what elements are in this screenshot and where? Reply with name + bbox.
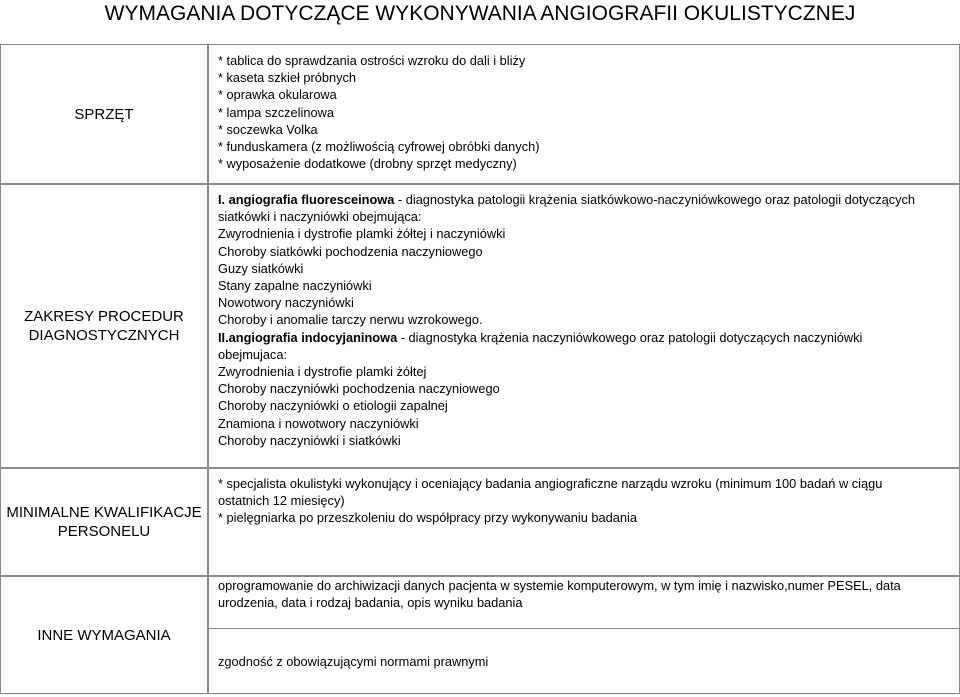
content-sprzet	[208, 44, 960, 184]
list-item-continuation: ostatnich 12 miesięcy)	[218, 493, 345, 509]
list-item: Choroby naczyniówki i siatkówki	[218, 432, 401, 448]
section1-heading: I. angiografia fluoresceinowa	[218, 192, 395, 207]
list-item: * pielęgniarka po przeszkoleniu do współpracy przy wykonywaniu badania	[218, 510, 637, 526]
list-item: * oprawka okularowa	[218, 87, 337, 103]
list-item: Guzy siatkówki	[218, 260, 304, 276]
list-item: * kaseta szkieł próbnych	[218, 70, 356, 86]
label-kwalifikacje-line1: MINIMALNE KWALIFIKACJE	[6, 504, 202, 521]
list-item: * tablica do sprawdzania ostrości wzroku do dali i bliży	[218, 53, 526, 68]
label-kwalifikacje	[0, 468, 208, 576]
section1-intro-text: - diagnostyka patologii krążenia siatkówkowo-naczyniówkowego oraz patologii dotyczących	[394, 192, 916, 207]
list-item: Zwyrodnienia i dystrofie plamki żółtej i naczyniówki	[218, 226, 506, 242]
inne-block2-text: zgodność z obowiązującymi normami prawnymi	[218, 654, 489, 669]
list-item: Choroby naczyniówki o etiologii zapalnej	[218, 398, 448, 414]
list-item: * soczewka Volka	[218, 121, 318, 137]
label-zakres	[0, 184, 208, 468]
list-item: Stany zapalne naczyniówki	[218, 278, 372, 294]
content-zakres	[208, 184, 960, 468]
list-item: * lampa szczelinowa	[218, 104, 334, 120]
content-inne	[208, 576, 960, 694]
list-item: Nowotwory naczyniówki	[218, 295, 354, 311]
inne-block1-line1: oprogramowanie do archiwizacji danych pacjenta w systemie komputerowym, w tym imię i nazwisko,numer PESEL, data	[218, 578, 901, 593]
label-inne	[0, 576, 208, 694]
content-kwalifikacje	[208, 468, 960, 576]
section1-intro	[218, 191, 959, 208]
section2-heading: II.angiografia indocyjaninowa	[218, 329, 398, 345]
list-item: * specjalista okulistyki wykonujący i oceniający badania angiograficzne narządu wzroku (minimum 100 badań w ciągu	[218, 476, 883, 491]
list-item: Choroby i anomalie tarczy nerwu wzrokowego.	[218, 312, 483, 328]
list-item: Zwyrodnienia i dystrofie plamki żółtej	[218, 364, 427, 380]
label-zakres-line1: ZAKRESY PROCEDUR	[24, 308, 184, 325]
list-item: * wyposażenie dodatkowe (drobny sprzęt medyczny)	[218, 156, 517, 172]
list-item: Znamiona i nowotwory naczyniówki	[218, 415, 419, 431]
label-sprzet	[0, 44, 208, 184]
list-item: Choroby naczyniówki pochodzenia naczyniowego	[218, 381, 500, 397]
inne-block2	[209, 628, 959, 693]
section2-intro-line2: obejmujaca:	[218, 346, 288, 362]
section2-intro-text: - diagnostyka krążenia naczyniówkowego oraz patologii dotyczących naczyniówki	[397, 329, 863, 345]
list-item: * funduskamera (z możliwością cyfrowej obróbki danych)	[218, 139, 540, 155]
inne-block1-line2: urodzenia, data i rodzaj badania, opis wyniku badania	[218, 595, 523, 611]
section2-intro	[218, 329, 959, 346]
label-zakres-line2: DIAGNOSTYCZNYCH	[28, 327, 180, 344]
row-zakres	[0, 184, 960, 468]
section1-intro-line2: siatkówki i naczyniówki obejmująca:	[218, 209, 422, 225]
label-inne-text: INNE WYMAGANIA	[37, 626, 171, 644]
inne-block1	[209, 577, 959, 628]
list-item: Choroby siatkówki pochodzenia naczyniowego	[218, 243, 483, 259]
label-kwalifikacje-line2: PERSONELU	[57, 523, 151, 540]
page-title: WYMAGANIA DOTYCZĄCE WYKONYWANIA ANGIOGRAFII OKULISTYCZNEJ	[104, 2, 856, 25]
row-sprzet	[0, 44, 960, 184]
label-sprzet-text: SPRZĘT	[74, 105, 134, 123]
row-kwalifikacje	[0, 468, 960, 576]
row-inne	[0, 576, 960, 694]
